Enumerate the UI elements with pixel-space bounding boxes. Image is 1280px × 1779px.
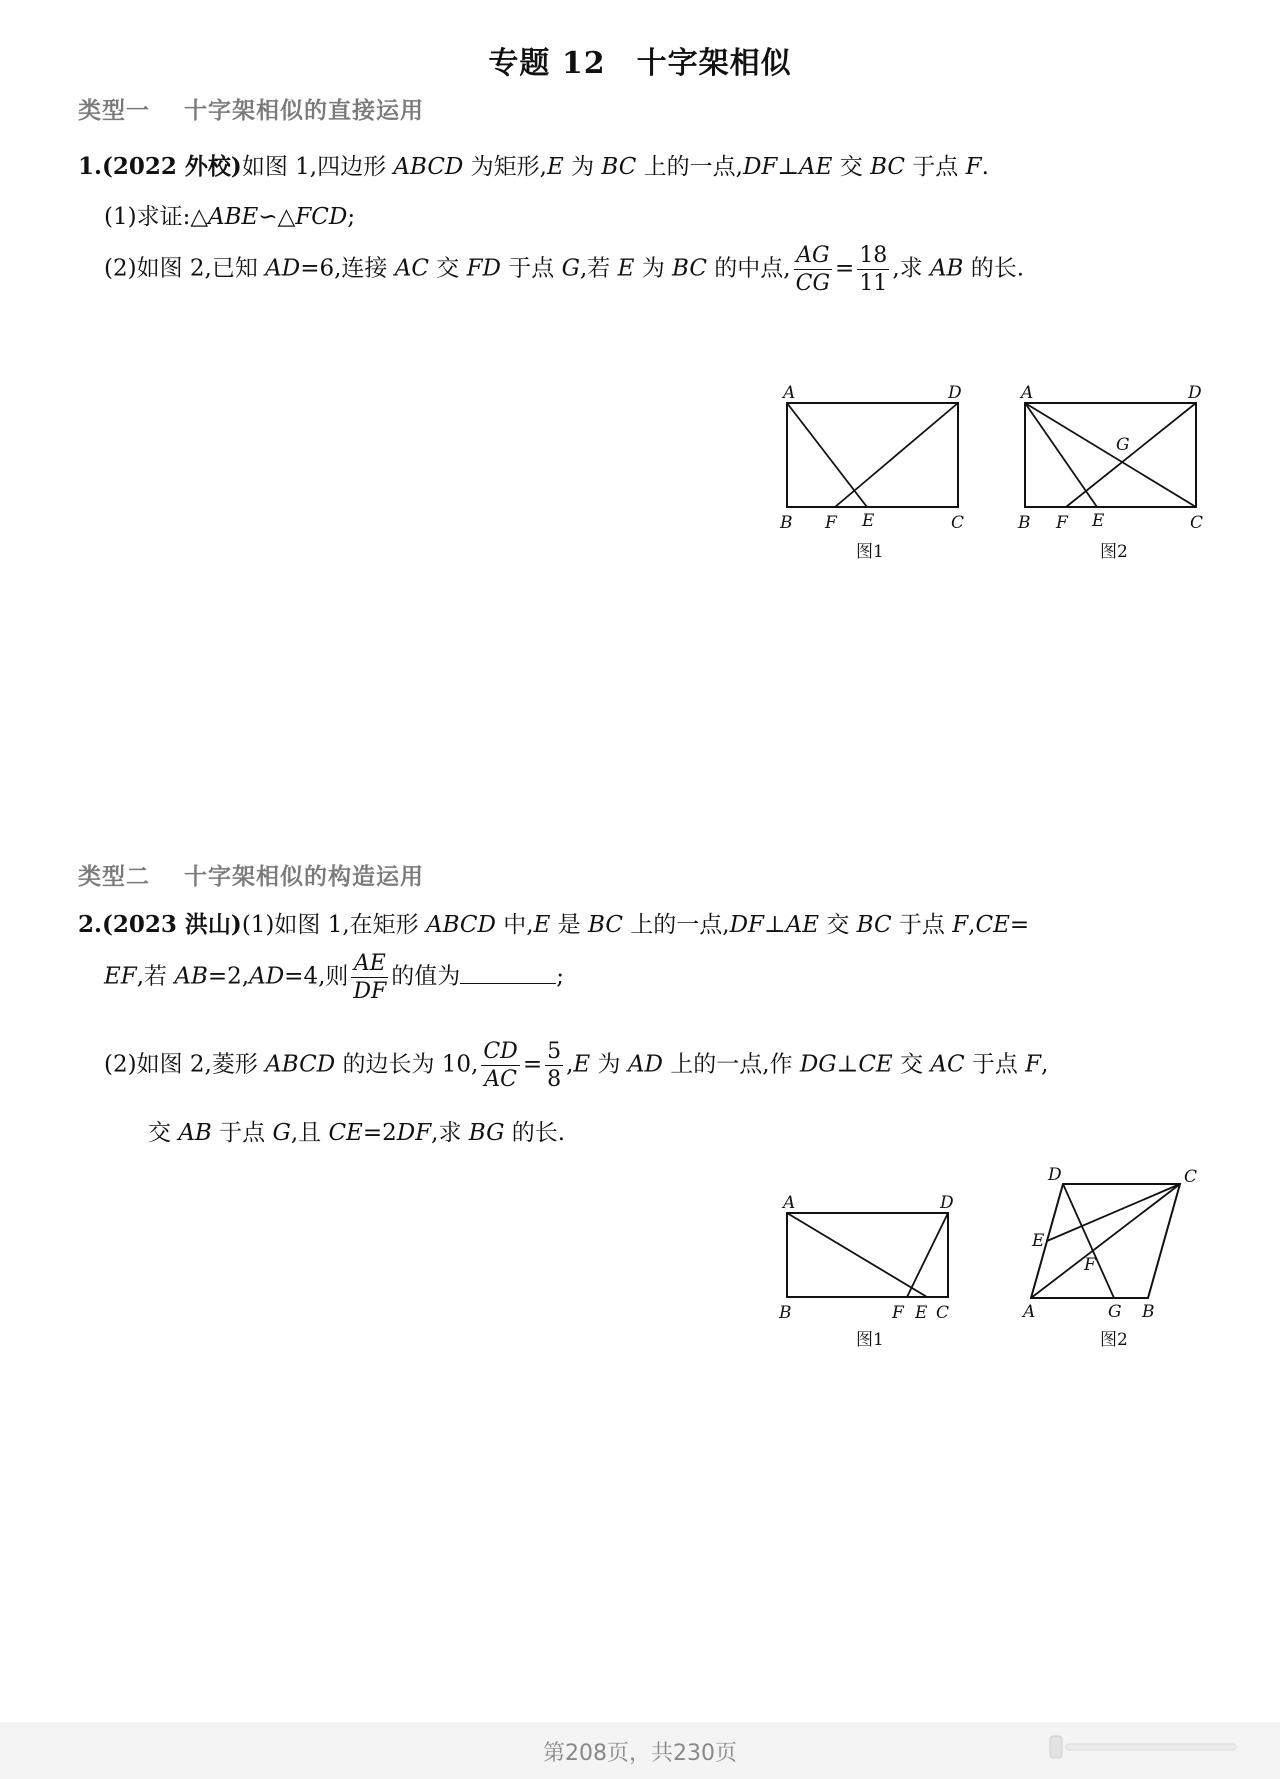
figure-caption: 图2 (1100, 1330, 1128, 1350)
q2-p2-var: AD (627, 1051, 663, 1078)
q1-text: 交 (832, 154, 871, 180)
q2-var: CE (975, 912, 1010, 938)
q1-p2-text: 的长. (963, 255, 1025, 282)
label-c: C (936, 1303, 950, 1323)
q2-text: 的值为 (391, 963, 461, 990)
q1-p2-text: 为 (634, 255, 673, 282)
figure-caption: 图1 (856, 1330, 884, 1350)
q2-text: ,且 (290, 1120, 329, 1146)
q2-figure-1 (770, 1190, 970, 1360)
q1-p2-var: E (617, 255, 635, 282)
fraction-numerator: CD (483, 1039, 518, 1064)
label-c: C (951, 513, 965, 533)
q1-var: ABCD (393, 154, 464, 180)
q1-text: 为 (563, 154, 602, 180)
label-e: E (1092, 511, 1105, 531)
q2-var: BC (856, 912, 892, 938)
fraction-denominator: AC (484, 1067, 517, 1092)
q2-number: 2. (78, 911, 103, 938)
q2-text: ,若 (136, 963, 175, 990)
q1-var: BC (870, 154, 905, 180)
q1-p2-text: ,若 (580, 255, 618, 282)
label-b: B (1018, 513, 1031, 533)
label-c: C (1190, 513, 1204, 533)
figure-caption: 图2 (1100, 542, 1128, 562)
label-a: A (1021, 383, 1034, 403)
q2-var: AE (785, 912, 820, 938)
q1-p2-var: AB (929, 255, 964, 282)
section-1-name: 十字架相似的直接运用 (184, 98, 424, 124)
q1-number: 1. (78, 153, 103, 180)
label-e: E (1032, 1231, 1045, 1251)
label-f: F (825, 513, 837, 533)
q2-var: DF (396, 1120, 432, 1146)
q2-stem (78, 906, 1029, 939)
equals-sign: = (1009, 912, 1030, 938)
q2-var: AB (174, 963, 208, 990)
q1-source: (2022 外校) (102, 153, 242, 180)
q1-part2 (104, 242, 1024, 297)
label-b: B (1142, 1302, 1155, 1322)
label-a: A (783, 1193, 796, 1213)
q1-figure-1 (770, 380, 970, 560)
label-b: B (780, 513, 793, 533)
q2-text: (1)如图 1,在矩形 (241, 912, 426, 938)
q1-p2-text: 的中点, (706, 255, 791, 282)
label-c: C (1184, 1167, 1198, 1187)
q1-p2-var: G (561, 255, 580, 282)
q1-var: BC (601, 154, 637, 180)
q2-var: EF (104, 963, 137, 990)
q1-p2-var: BC (672, 255, 707, 282)
segment-df (1066, 403, 1196, 507)
label-d: D (948, 383, 962, 403)
q2-var: AB (178, 1120, 212, 1146)
q2-p2-text: 的边长为 10, (335, 1051, 479, 1078)
label-e: E (915, 1303, 928, 1323)
q1-text: 为矩形, (463, 154, 547, 180)
label-d: D (940, 1193, 954, 1213)
label-b: B (779, 1303, 792, 1323)
q2-text: ; (556, 963, 565, 990)
q1-text: . (981, 154, 989, 180)
q2-text: 于点 (211, 1120, 273, 1146)
q2-p2-text: 于点 (964, 1051, 1026, 1078)
q2-part2-line2 (148, 1114, 565, 1147)
section-heading-1 (78, 92, 424, 125)
q2-p2-var: AC (930, 1051, 965, 1078)
triangle-symbol: △ (190, 204, 209, 230)
q1-p1-var: FCD (295, 204, 348, 230)
fraction-ag-cg (794, 242, 832, 297)
q2-text: 于点 (891, 912, 953, 938)
fraction-denominator: 11 (859, 271, 888, 296)
q2-part1-line2 (104, 950, 564, 1005)
perp-symbol: ⊥ (777, 154, 800, 180)
q2-p2-var: E (573, 1051, 591, 1078)
q2-p2-text: (2)如图 2,菱形 (104, 1051, 266, 1078)
fraction-numerator: 5 (547, 1039, 562, 1064)
fraction-numerator: 18 (859, 243, 888, 268)
fraction-5-8 (545, 1038, 563, 1093)
q1-part1 (104, 198, 355, 231)
section-1-label: 类型一 (78, 98, 150, 124)
q2-text: 的长. (504, 1120, 566, 1146)
label-f: F (1084, 1255, 1096, 1275)
q1-p2-text: =6,连接 (300, 255, 395, 282)
q2-text: ,求 (431, 1120, 469, 1146)
page-indicator: 第208页，共230页 (543, 1741, 737, 1766)
q2-var: CE (328, 1120, 363, 1146)
fraction-ae-df (351, 950, 388, 1005)
q2-p2-text: 为 (590, 1051, 628, 1078)
perp-symbol: ⊥ (763, 912, 786, 938)
q2-text: 交 (148, 1120, 179, 1146)
q2-figure-2 (1016, 1160, 1216, 1360)
q2-var: BG (468, 1120, 505, 1146)
fraction-numerator: AG (794, 242, 832, 270)
q2-text: 是 (550, 912, 588, 938)
q2-part2 (104, 1038, 1048, 1093)
fraction-denominator: CG (795, 271, 831, 296)
q2-var: ABCD (425, 912, 496, 938)
q2-var: F (952, 912, 969, 938)
section-2-name: 十字架相似的构造运用 (184, 864, 424, 890)
q1-var: F (965, 154, 982, 180)
scroll-track[interactable] (1066, 1744, 1236, 1750)
label-f: F (1056, 513, 1068, 533)
equals-sign: = (522, 1051, 543, 1078)
section-heading-2 (78, 858, 424, 891)
triangle-symbol: △ (277, 204, 296, 230)
q1-p1-text: ; (347, 204, 356, 230)
fraction-denominator: DF (353, 979, 387, 1004)
q2-p2-var: DG (799, 1051, 837, 1078)
q2-var: BC (588, 912, 623, 938)
label-g: G (1108, 1302, 1122, 1322)
figure-caption: 图1 (856, 542, 884, 562)
perp-symbol: ⊥ (836, 1051, 859, 1078)
page-title: 专题 12 十字架相似 (488, 46, 792, 81)
fraction-cd-ac (481, 1038, 519, 1093)
q2-p2-text: 上的一点,作 (662, 1051, 800, 1078)
label-f: F (892, 1303, 904, 1323)
q2-text: 中, (495, 912, 534, 938)
segment-df (835, 403, 958, 507)
q1-text: 于点 (905, 154, 966, 180)
label-e: E (862, 511, 875, 531)
q2-source: (2023 洪山) (102, 911, 242, 938)
q1-p2-text: ,求 (892, 255, 930, 282)
rectangle-abcd (787, 403, 958, 507)
q1-var: AE (799, 154, 833, 180)
q1-p2-text: (2)如图 2,已知 (104, 255, 266, 282)
segment-ae (787, 1213, 927, 1297)
q2-text: 上的一点, (622, 912, 730, 938)
label-d: D (1188, 383, 1202, 403)
rectangle-abcd (787, 1213, 948, 1297)
q1-text: 上的一点, (636, 154, 743, 180)
q2-p2-text: 交 (892, 1051, 931, 1078)
label-d: D (1048, 1165, 1062, 1185)
label-g: G (1116, 435, 1130, 455)
equals-sign: = (835, 255, 855, 282)
page-scroll-control[interactable] (1050, 1734, 1240, 1760)
scroll-thumb[interactable] (1050, 1736, 1062, 1758)
fraction-numerator: AE (351, 950, 388, 978)
q2-p2-text: , (1041, 1051, 1049, 1078)
fraction-denominator: 8 (547, 1067, 562, 1092)
segment-df (907, 1213, 948, 1297)
similar-symbol: ∽ (258, 204, 278, 230)
q1-p1-text: (1)求证: (104, 204, 191, 230)
q2-text: 交 (819, 912, 857, 938)
section-2-label: 类型二 (78, 864, 150, 890)
q1-p2-text: 交 (428, 255, 467, 282)
q2-text: =2, (207, 963, 250, 990)
q2-text: =2 (362, 1120, 397, 1146)
fraction-18-11 (857, 242, 889, 297)
answer-blank[interactable] (460, 965, 556, 984)
q1-p1-var: ABE (208, 204, 259, 230)
q1-figure-2 (1008, 380, 1208, 560)
label-a: A (783, 383, 796, 403)
q1-var: DF (742, 154, 778, 180)
q1-p2-text: 于点 (501, 255, 562, 282)
q2-text: =4,则 (284, 963, 349, 990)
segment-ae (787, 403, 867, 507)
q2-p2-text: , (566, 1051, 574, 1078)
label-a: A (1023, 1302, 1036, 1322)
q2-var: E (533, 912, 551, 938)
q1-p2-var: FD (466, 255, 501, 282)
q1-p2-var: AC (394, 255, 429, 282)
q2-p2-var: ABCD (265, 1051, 336, 1078)
q2-var: G (272, 1120, 291, 1146)
q2-text: , (968, 912, 976, 938)
q1-p2-var: AD (265, 255, 301, 282)
q1-var: E (547, 154, 564, 180)
q2-var: DF (729, 912, 764, 938)
q2-var: AD (249, 963, 285, 990)
q1-text: 如图 1,四边形 (241, 154, 394, 180)
q2-p2-var: CE (858, 1051, 893, 1078)
segment-ac (1025, 403, 1196, 507)
q2-p2-var: F (1025, 1051, 1042, 1078)
q1-stem (78, 148, 989, 181)
